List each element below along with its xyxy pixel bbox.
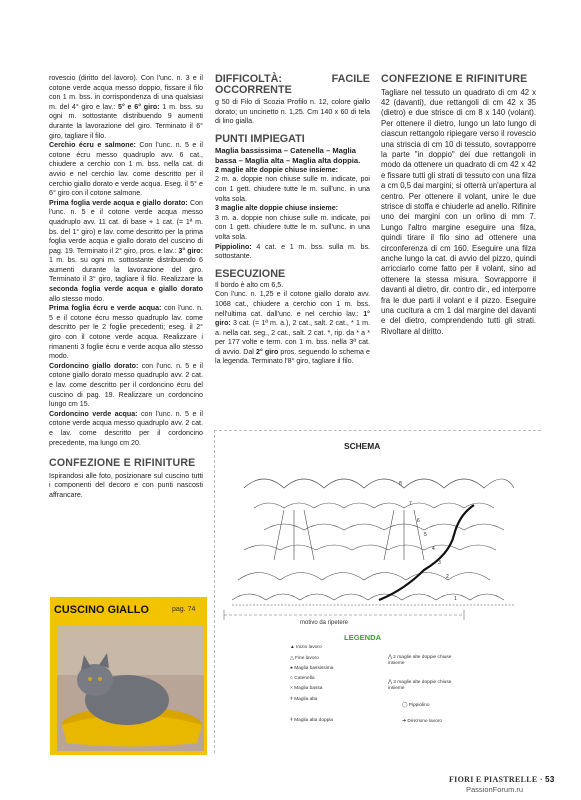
legend-item: ǂ Maglia alta [290,697,318,702]
cat-on-cushion-photo [57,625,204,751]
text: con l'unc. n. 5 e il cotone écru messo quadruplo lav. come descritto per le 2 foglie precedenti; eseg. il 2° giro con il cotone verde acqua. Realizzare i rimanenti 3 foglie écru e verde acqua allo stesso modo. [49,304,203,361]
text: Con l'unc. n. 5 e il cotone écru messo quadruplo avv. 6 cat., chiudere a cerchio con 1 m. bss. nella cat. di avvio e nel cerchio lav. come descritto per il cerchio giallo dorato e verde acqua. Eseg. il 5° e 6° giro con il cotone salmone. [49,141,203,198]
subheading: 3 maglie alte doppie chiuse insieme: [215,204,338,213]
subheading: Pippiolino: [215,242,252,251]
text: Con l'unc. n. 1,25 e il cotone giallo dorato avv. 1068 cat., chiudere a cerchio con 1 m. bss. nell'ultima cat. dall'unc. e nel cerchio lav.: [215,290,370,318]
end-icon: △ [290,656,294,661]
double-crochet-icon: ǂ [290,697,293,702]
round-label: 2° giro [256,347,279,356]
section-heading: CONFEZIONE E RIFINITURE [381,73,528,85]
section-heading: DIFFICOLTÀ: FACILE OCCORRENTE [215,73,370,96]
section-heading: ESECUZIONE [215,267,286,280]
subheading: Cerchio écru e salmone: [49,141,136,150]
text: 4 cat. e 1 m. bss. sulla m. bs. sottostante. [215,242,370,261]
paragraph [215,146,370,166]
legend-title: LEGENDA [344,633,382,642]
legend-item: ● Maglia bassissima [290,666,334,671]
round-number: 3 [438,560,441,566]
section-heading: PUNTI IMPIEGATI [215,132,305,145]
text: pros. seguendo lo schema e la legenda. Terminato l'8° giro, tagliare il filo. [215,347,371,366]
paragraph [215,290,370,367]
separator: · [537,775,546,784]
direction-arrow-icon: ➜ [402,719,407,724]
round-number: 8 [399,481,402,487]
legend-item: × Maglia bassa [290,686,323,691]
subheading: Cordoncino giallo dorato: [49,361,139,370]
column-right [381,74,536,337]
paragraph [49,410,203,448]
crochet-chart [214,450,540,630]
legend-item: ○ Catenella [290,676,315,681]
repeat-label: motivo da ripetere [300,620,349,626]
legend-item: ▲ Inizio lavoro [290,645,322,650]
photo-page-ref: pag. 74 [172,606,196,613]
legend-item: ǂ Maglia alta doppia [290,718,334,723]
round-label: 5° e 6° giro: [118,102,160,111]
watermark: PassionForum.ru [466,785,524,794]
legend-item: ◯ Pippiolino [402,703,430,708]
round-number: 5 [424,532,427,538]
column-middle [215,74,370,367]
stitch-list: Maglia bassissima – Catenella – Maglia bassa – Maglia alta – Maglia alta doppia. [215,145,361,165]
paragraph: Tagliare nel tessuto un quadrato di cm 42 x 42 (davanti), due rettangoli di cm 42 x 35 (dietro) e due strisce di cm 8 x 140 (volant). Per ottenere il dietro, lungo un lato lungo di ciascun rettangolo ripiegare verso il rovescio una striscia di cm 10 di tessuto, sovrapporre la parte "in doppio" dei due rettangoli in modo da ottenere un quadrato di cm 42 x 42 e fissare tutti gli strati di tessuto con una filza a cm 0,5 dai margini; si otterrà un'apertura al centro. Per ottenere il volant, unire le due strisce di stoffa e chiuderle ad anello. Rifinire uno dei margini con un orlino di mm 7. Lungo l'altro margine eseguire una filza, quindi tirare il filo sino ad ottenere una circonferenza di cm 160. Eseguire una filza anche lungo la cat. di avvio del pizzo, quindi arricciarlo come fatto per il volant, sino ad ottenere la stessa misura. Sovrapporre il davanti al dietro, dir. contro dir., ed interporre fra le due parti il volant e il pizzo. Eseguire una cucitura a cm 1 dal margine del davanti e del dietro, comprendendo tutti gli strati. Rivoltare al diritto. [381,87,536,336]
subheading: Prima foglia verde acqua e giallo dorato: [49,198,188,207]
legend-item: ⋀ 2 maglie alte doppie chiuse insieme [388,655,452,666]
round-number: 1 [454,596,457,602]
paragraph: Ispirandosi alle foto, posizionare sul cuscino tutti i componenti del decoro e con punti nascosti affrancare. [49,471,203,499]
round-label: 3° giro: [178,246,203,255]
round-number: 2 [446,574,449,580]
page-number: 53 [545,775,555,784]
text: 1 m. bs. su ogni m. sottostante distribuendo 6 aumenti durante la lavorazione del giro. Terminato il 3° giro, tagliare il filo. Realizzare la [49,256,203,284]
subheading: Prima foglia écru e verde acqua: [49,304,162,313]
column-left [49,74,203,500]
round-label: 1° giro: [215,309,370,328]
text: con l'unc. n. 5 e il cotone giallo dorato messo quadruplo avv. 2 cat. e lav. come descritto per il cordoncino écru del cuscino di pag. 19. Realizzare un cordoncino lungo cm 15. [49,361,203,409]
legend-item: ⋀ 3 maglie alte doppie chiuse insieme [388,680,452,691]
magazine-title: FIORI E PIASTRELLE [449,775,538,784]
schema-title: SCHEMA [344,441,381,451]
paragraph [49,74,203,141]
paragraph [49,362,203,410]
paragraph [49,304,203,362]
photo-title: CUSCINO GIALLO [54,604,149,616]
legend-item: △ Fine lavoro [290,656,319,661]
paragraph [49,141,203,199]
text: 1 m. bss. su ogni m. sottostante distribuendo 9 aumenti durante la lavorazione del giro. Terminato il 6° giro, tagliare il filo. [49,102,203,140]
text: Con l'unc. n. 5 e il cotone verde acqua messo quadruplo avv. 11 cat. di base + 1 cat. (= 1ª m. bs. del 1° giro) e lav. come descritto per la prima foglia verde acqua e giallo dorato del cuscino di pag. 19. Terminato il 2° giro, pros. e lav.: [49,198,203,255]
paragraph: Il bordo è alto cm 6,5. [215,280,284,289]
round-number: 7 [409,501,412,507]
round-number: 6 [417,518,420,524]
section-heading: CONFEZIONE E RIFINITURE [49,457,196,470]
subheading: Cordoncino verde acqua: [49,409,138,418]
legend-item: ➜ Direzione lavoro [402,719,443,724]
slip-stitch-icon: ● [290,666,293,671]
paragraph [49,199,203,305]
text: 3 m. a. doppie non chiuse sulle m. indicate, poi con 1 gett. chiudere tutte le m. sull'unc. in una volta sola. [215,213,370,241]
page-footer [449,775,555,784]
paragraph [215,243,370,262]
subheading: 2 maglie alte doppie chiuse insieme: [215,165,338,174]
round-number: 4 [432,546,435,552]
text: 3 cat. (= 1ª m. a.), 2 cat., salt. 2 cat., * 1 m. a. nella cat. seg., 2 cat., salt. 2 cat. *, rip. da * a * per 177 volte e term. con 1 m. bss. nella 3ª cat. di avvio. Dal [215,319,370,356]
text: allo stesso modo. [49,294,105,303]
subheading: seconda foglia verde acqua e giallo dorato [49,285,203,294]
two-treble-together-icon: ⋀ [388,655,392,660]
text: 2 m. a. doppie non chiuse sulle m. indicate, poi con 1 gett. chiudere tutte le m. sull'unc. in una volta sola. [215,175,370,203]
paragraph [215,166,370,204]
text: con l'unc. n. 5 e il cotone verde acqua messo quadruplo avv. 2 cat. e lav. come descritto per il cordoncino precedente, ma lungo cm 20. [49,409,203,447]
three-treble-together-icon: ⋀ [388,680,392,685]
text: rovescio (diritto del lavoro). Con l'unc. n. 3 e il cotone verde acqua messo doppio, fissare il filo con 1 m. bss. in corrispondenza di una qualsiasi m. del 4° giro e lav.: [49,74,203,111]
paragraph: g 50 di Filo di Scozia Profilo n. 12, colore giallo dorato; un uncinetto n. 1,25. Cm 140 x 60 di tela di lino gialla. [215,98,370,126]
picot-icon: ◯ [402,703,408,708]
single-crochet-icon: × [290,686,293,691]
start-icon: ▲ [290,645,295,650]
paragraph [215,204,370,242]
chain-icon: ○ [290,676,293,681]
treble-crochet-icon: ǂ [290,718,293,723]
